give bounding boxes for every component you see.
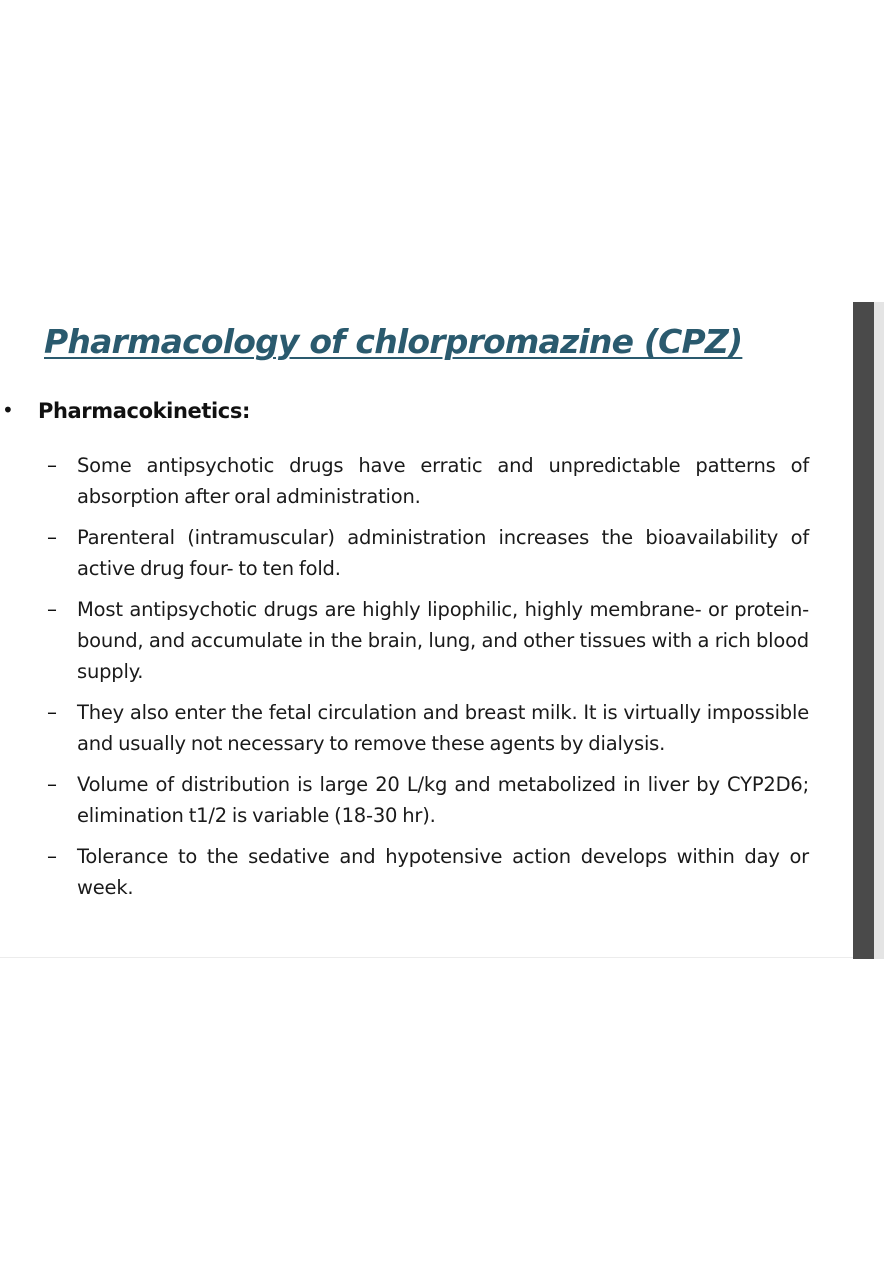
slide-bottom-border (0, 957, 853, 958)
list-item-text: Most antipsychotic drugs are highly lipophilic, highly membrane- or protein-bound, and accumulate in the brain, lung, and other tissues with a rich blood supply. (77, 598, 809, 683)
dash-icon: – (47, 525, 57, 549)
list-item-text: Some antipsychotic drugs have erratic and unpredictable patterns of absorption after oral administration. (77, 454, 809, 508)
list-item-text: Tolerance to the sedative and hypotensive action develops within day or week. (77, 845, 809, 899)
dash-icon: – (47, 453, 57, 477)
list-item (0, 522, 853, 584)
list-item-text: Parenteral (intramuscular) administration increases the bioavailability of active drug four- to ten fold. (77, 526, 809, 580)
bullet-list (0, 450, 853, 913)
slide-title: Pharmacology of chlorpromazine (CPZ) (44, 322, 743, 361)
dash-icon: – (47, 700, 57, 724)
list-item (0, 450, 853, 512)
list-item-text: Volume of distribution is large 20 L/kg and metabolized in liver by CYP2D6; elimination t1/2 is variable (18-30 hr). (77, 773, 809, 827)
dash-icon: – (47, 597, 57, 621)
section-header (0, 398, 400, 430)
list-item (0, 594, 853, 687)
list-item (0, 769, 853, 831)
slide-edge-bar (853, 302, 875, 959)
list-item-text: They also enter the fetal circulation and breast milk. It is virtually impossible and usually not necessary to remove these agents by dialysis. (77, 701, 809, 755)
list-item (0, 697, 853, 759)
list-item (0, 841, 853, 903)
bullet-icon: • (2, 398, 14, 422)
dash-icon: – (47, 772, 57, 796)
section-heading: Pharmacokinetics: (38, 399, 250, 423)
slide-edge-bar-highlight (874, 302, 884, 959)
dash-icon: – (47, 844, 57, 868)
